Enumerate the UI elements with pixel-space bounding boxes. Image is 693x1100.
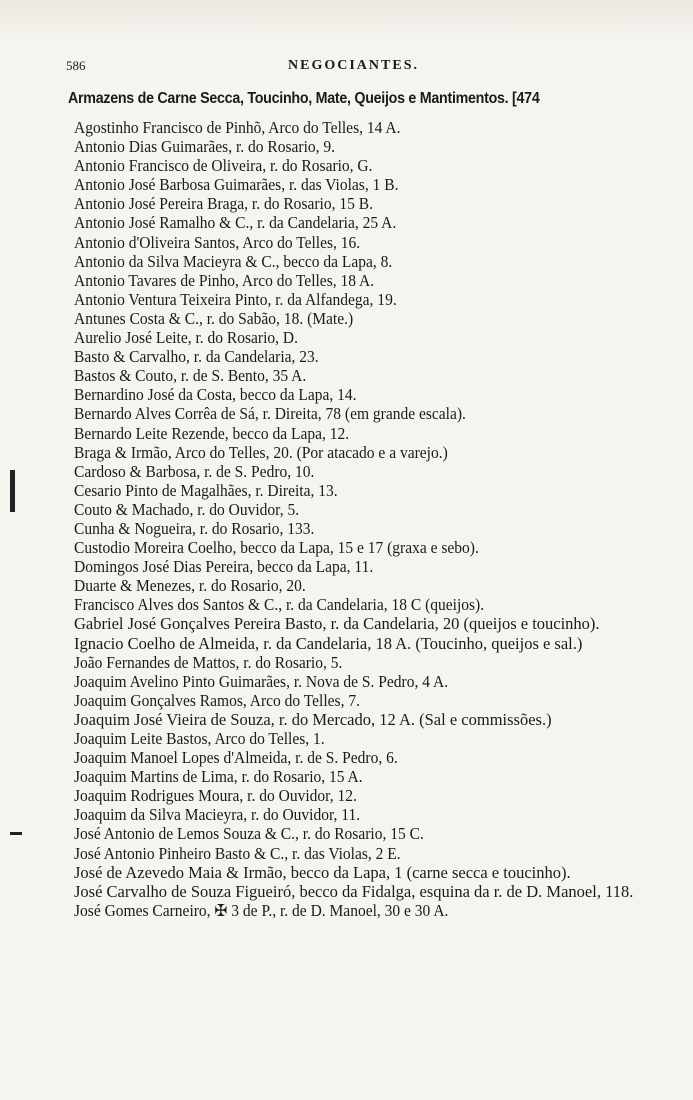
list-item: Antonio José Pereira Braga, r. do Rosario, 15 B.: [74, 194, 373, 214]
list-item: Couto & Machado, r. do Ouvidor, 5.: [74, 499, 300, 519]
list-item: Cesario Pinto de Magalhães, r. Direita, 13.: [74, 480, 338, 500]
list-item: Joaquim Leite Bastos, Arco do Telles, 1.: [74, 729, 325, 748]
list-item: Antonio d'Oliveira Santos, Arco do Telles, 16.: [74, 232, 361, 252]
bleed-through-band: [0, 0, 693, 40]
list-item: José de Azevedo Maia & Irmão, becco da Lapa, 1 (carne secca e toucinho).: [74, 862, 571, 882]
margin-ink-mark: [10, 470, 15, 512]
page-number: 586: [66, 58, 86, 73]
list-item: Aurelio José Leite, r. do Rosario, D.: [74, 328, 298, 348]
list-item: Custodio Moreira Coelho, becco da Lapa, 15 e 17 (graxa e sebo).: [74, 538, 479, 558]
list-item: Cardoso & Barbosa, r. de S. Pedro, 10.: [74, 461, 315, 481]
section-title: Armazens de Carne Secca, Toucinho, Mate, Queijos e Mantimentos. [474: [68, 90, 540, 107]
list-item: Antonio José Barbosa Guimarães, r. das Violas, 1 B.: [74, 175, 399, 195]
list-item: Bernardo Alves Corrêa de Sá, r. Direita, 78 (em grande escala).: [74, 404, 466, 424]
list-item: Joaquim Martins de Lima, r. do Rosario, 15 A.: [74, 767, 363, 787]
merchant-list: [74, 118, 648, 920]
list-item: Gabriel José Gonçalves Pereira Basto, r. da Candelaria, 20 (queijos e toucinho).: [74, 614, 600, 634]
list-item: José Gomes Carneiro, ✠ 3 de P., r. de D. Manoel, 30 e 30 A.: [74, 900, 449, 920]
list-item: Antonio Ventura Teixeira Pinto, r. da Alfandega, 19.: [74, 289, 397, 309]
list-item: Domingos José Dias Pereira, becco da Lapa, 11.: [74, 557, 374, 577]
list-item: Bernardo Leite Rezende, becco da Lapa, 12.: [74, 423, 350, 443]
list-item: Ignacio Coelho de Almeida, r. da Candelaria, 18 A. (Toucinho, queijos e sal.): [74, 633, 583, 653]
list-item: João Fernandes de Mattos, r. do Rosario, 5.: [74, 652, 343, 672]
list-item: Francisco Alves dos Santos & C., r. da Candelaria, 18 C (queijos).: [74, 595, 485, 615]
list-item: Bernardino José da Costa, becco da Lapa, 14.: [74, 385, 357, 405]
list-item: Bastos & Couto, r. de S. Bento, 35 A.: [74, 366, 307, 386]
running-head: [66, 58, 641, 78]
list-item: Joaquim Gonçalves Ramos, Arco do Telles, 7.: [74, 690, 360, 710]
running-title: NEGOCIANTES.: [288, 58, 419, 73]
list-item: Joaquim da Silva Macieyra, r. do Ouvidor, 11.: [74, 805, 361, 825]
list-item: Joaquim Avelino Pinto Guimarães, r. Nova de S. Pedro, 4 A.: [74, 671, 449, 691]
list-item: Antonio Dias Guimarães, r. do Rosario, 9.: [74, 137, 336, 157]
list-item: Cunha & Nogueira, r. do Rosario, 133.: [74, 518, 315, 538]
list-item: Braga & Irmão, Arco do Telles, 20. (Por atacado e a varejo.): [74, 442, 448, 462]
list-item: Antonio da Silva Macieyra & C., becco da Lapa, 8.: [74, 251, 393, 271]
list-item: José Carvalho de Souza Figueiró, becco da Fidalga, esquina da r. de D. Manoel, 118.: [74, 881, 634, 901]
margin-ink-mark: [10, 832, 22, 835]
list-item: Agostinho Francisco de Pinhõ, Arco do Telles, 14 A.: [74, 118, 401, 137]
list-item: Joaquim José Vieira de Souza, r. do Mercado, 12 A. (Sal e commissões.): [74, 709, 552, 729]
list-item: José Antonio Pinheiro Basto & C., r. das Violas, 2 E.: [74, 843, 401, 863]
list-item: Antonio Tavares de Pinho, Arco do Telles, 18 A.: [74, 270, 375, 290]
list-item: Joaquim Rodrigues Moura, r. do Ouvidor, 12.: [74, 786, 357, 806]
list-item: Antunes Costa & C., r. do Sabão, 18. (Mate.): [74, 308, 354, 328]
list-item: José Antonio de Lemos Souza & C., r. do Rosario, 15 C.: [74, 824, 424, 844]
list-item: Antonio Francisco de Oliveira, r. do Rosario, G.: [74, 156, 373, 176]
list-item: Joaquim Manoel Lopes d'Almeida, r. de S. Pedro, 6.: [74, 748, 398, 768]
list-item: Basto & Carvalho, r. da Candelaria, 23.: [74, 347, 319, 367]
list-item: Antonio José Ramalho & C., r. da Candelaria, 25 A.: [74, 213, 397, 233]
list-item: Duarte & Menezes, r. do Rosario, 20.: [74, 576, 306, 596]
